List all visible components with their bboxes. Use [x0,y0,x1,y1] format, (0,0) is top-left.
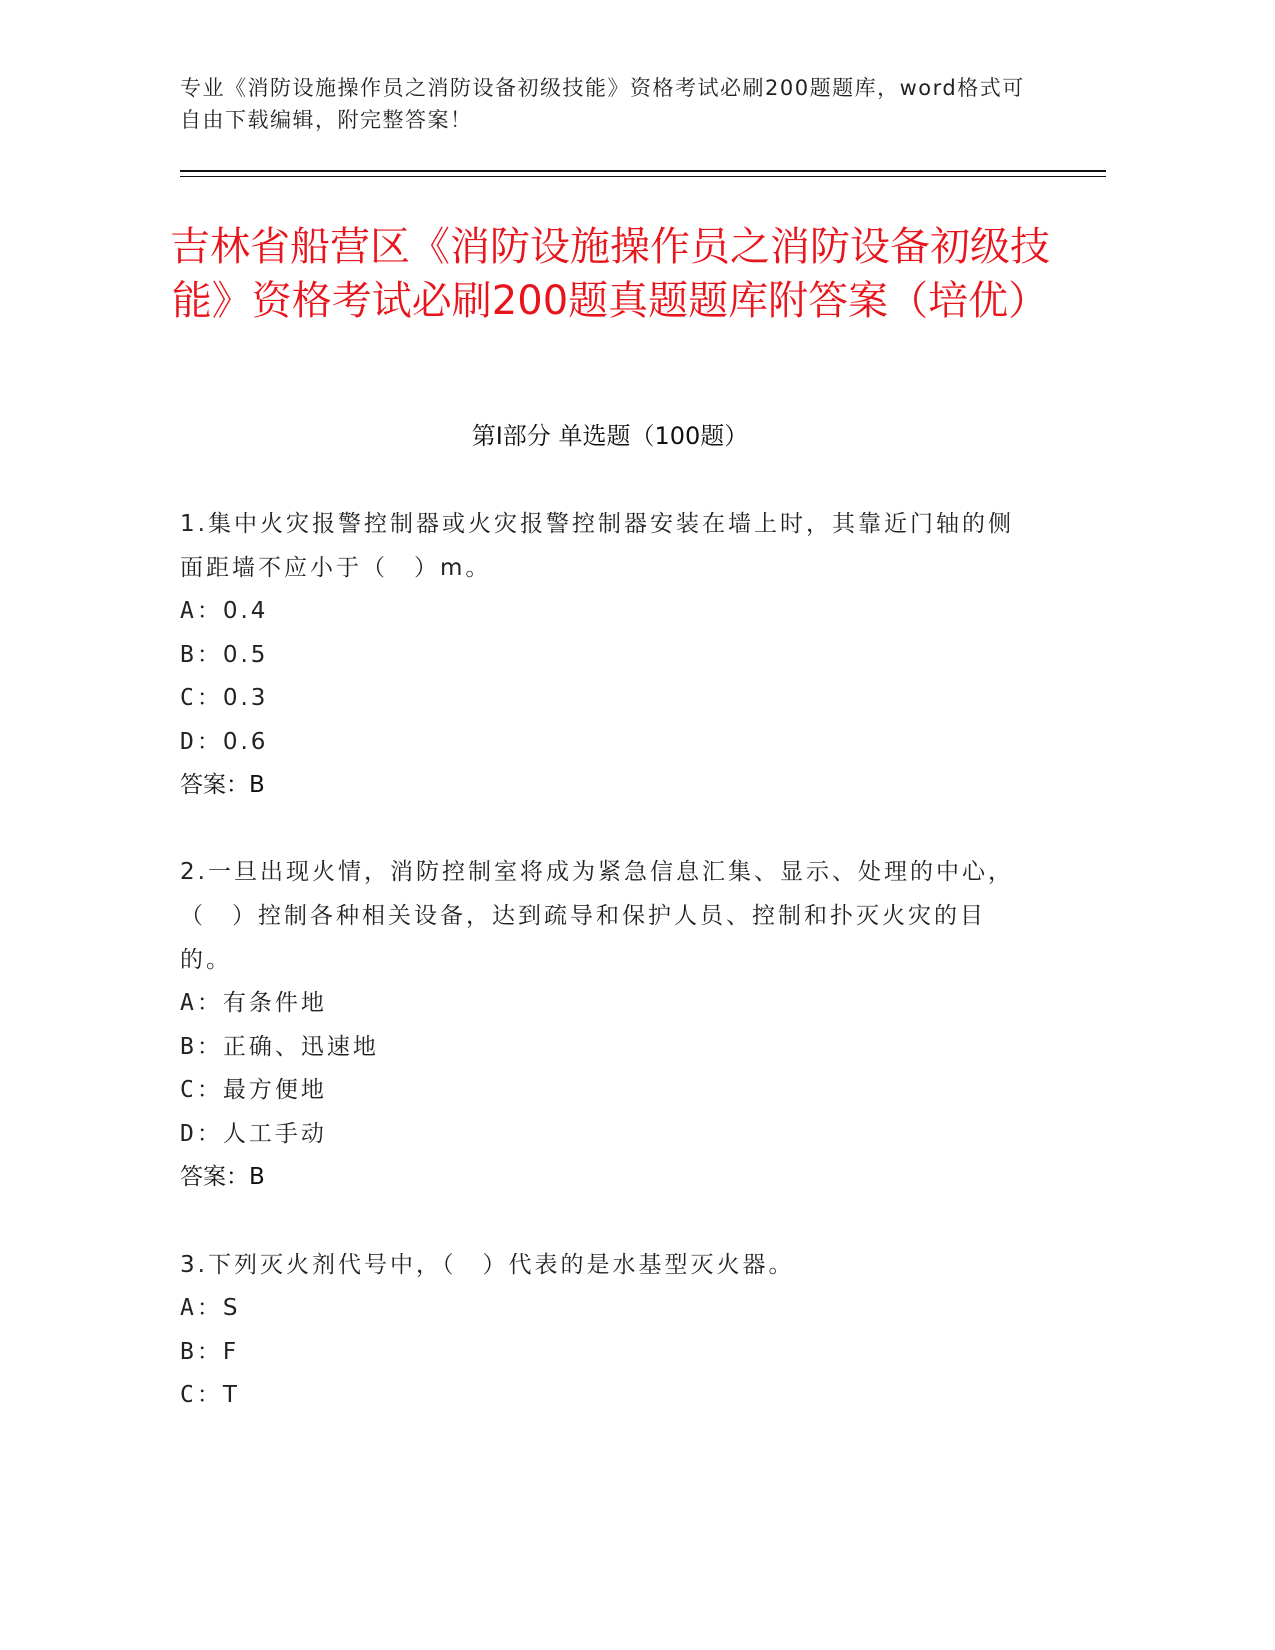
option-b [180,1026,1030,1070]
option-label: D： [180,728,223,755]
option-label: A： [180,990,223,1016]
option-a [180,1287,1030,1331]
option-text: 人工手动 [222,1120,327,1147]
option-c [180,1069,1030,1113]
option-text: 0.5 [222,641,269,668]
answer: 答案：B [180,772,265,798]
option-label: A： [180,598,223,624]
answer: 答案：B [180,1164,265,1190]
option-b [180,634,1030,678]
option-label: B： [180,1033,223,1060]
option-label: B： [180,1338,223,1365]
option-text: 0.6 [222,728,269,755]
option-label: A： [180,1295,223,1321]
option-label: C： [180,1077,223,1103]
option-c [180,1374,1030,1418]
question-stem: 3.下列灭火剂代号中，（ ）代表的是水基型灭火器。 [180,1252,795,1278]
option-text: T [222,1382,240,1408]
header-divider-thin [180,176,1106,177]
option-a [180,590,1030,634]
option-c [180,677,1030,721]
option-d [180,721,1030,765]
option-label: C： [180,685,223,711]
option-text: F [222,1338,240,1365]
option-text: S [222,1295,241,1321]
header-divider-thick [180,170,1106,172]
option-a [180,982,1030,1026]
section-title: 第Ⅰ部分 单选题（100题） [471,422,749,450]
question-stem: 1.集中火灾报警控制器或火灾报警控制器安装在墙上时，其靠近门轴的侧面距墙不应小于（ ）m。 [180,511,1014,581]
option-label: C： [180,1382,223,1408]
document-title: 吉林省船营区《消防设施操作员之消防设备初级技能》资格考试必刷200题真题题库附答案（培优） [170,224,1050,324]
question-2 [180,850,1030,1200]
option-b [180,1331,1030,1375]
option-text: 正确、迅速地 [222,1033,379,1060]
option-text: 有条件地 [222,990,327,1016]
option-text: 最方便地 [222,1077,327,1103]
question-1 [180,502,1030,808]
option-text: 0.4 [222,598,269,624]
option-text: 0.3 [222,685,269,711]
question-3 [180,1243,1030,1418]
option-label: B： [180,641,223,668]
option-label: D： [180,1120,223,1147]
question-stem: 2.一旦出现火情，消防控制室将成为紧急信息汇集、显示、处理的中心，（ ）控制各种相关设备，达到疏导和保护人员、控制和扑灭火灾的目的。 [180,859,1014,973]
header-note: 专业《消防设施操作员之消防设备初级技能》资格考试必刷200题题库，word格式可自由下载编辑，附完整答案！ [180,76,1025,132]
option-d [180,1113,1030,1157]
